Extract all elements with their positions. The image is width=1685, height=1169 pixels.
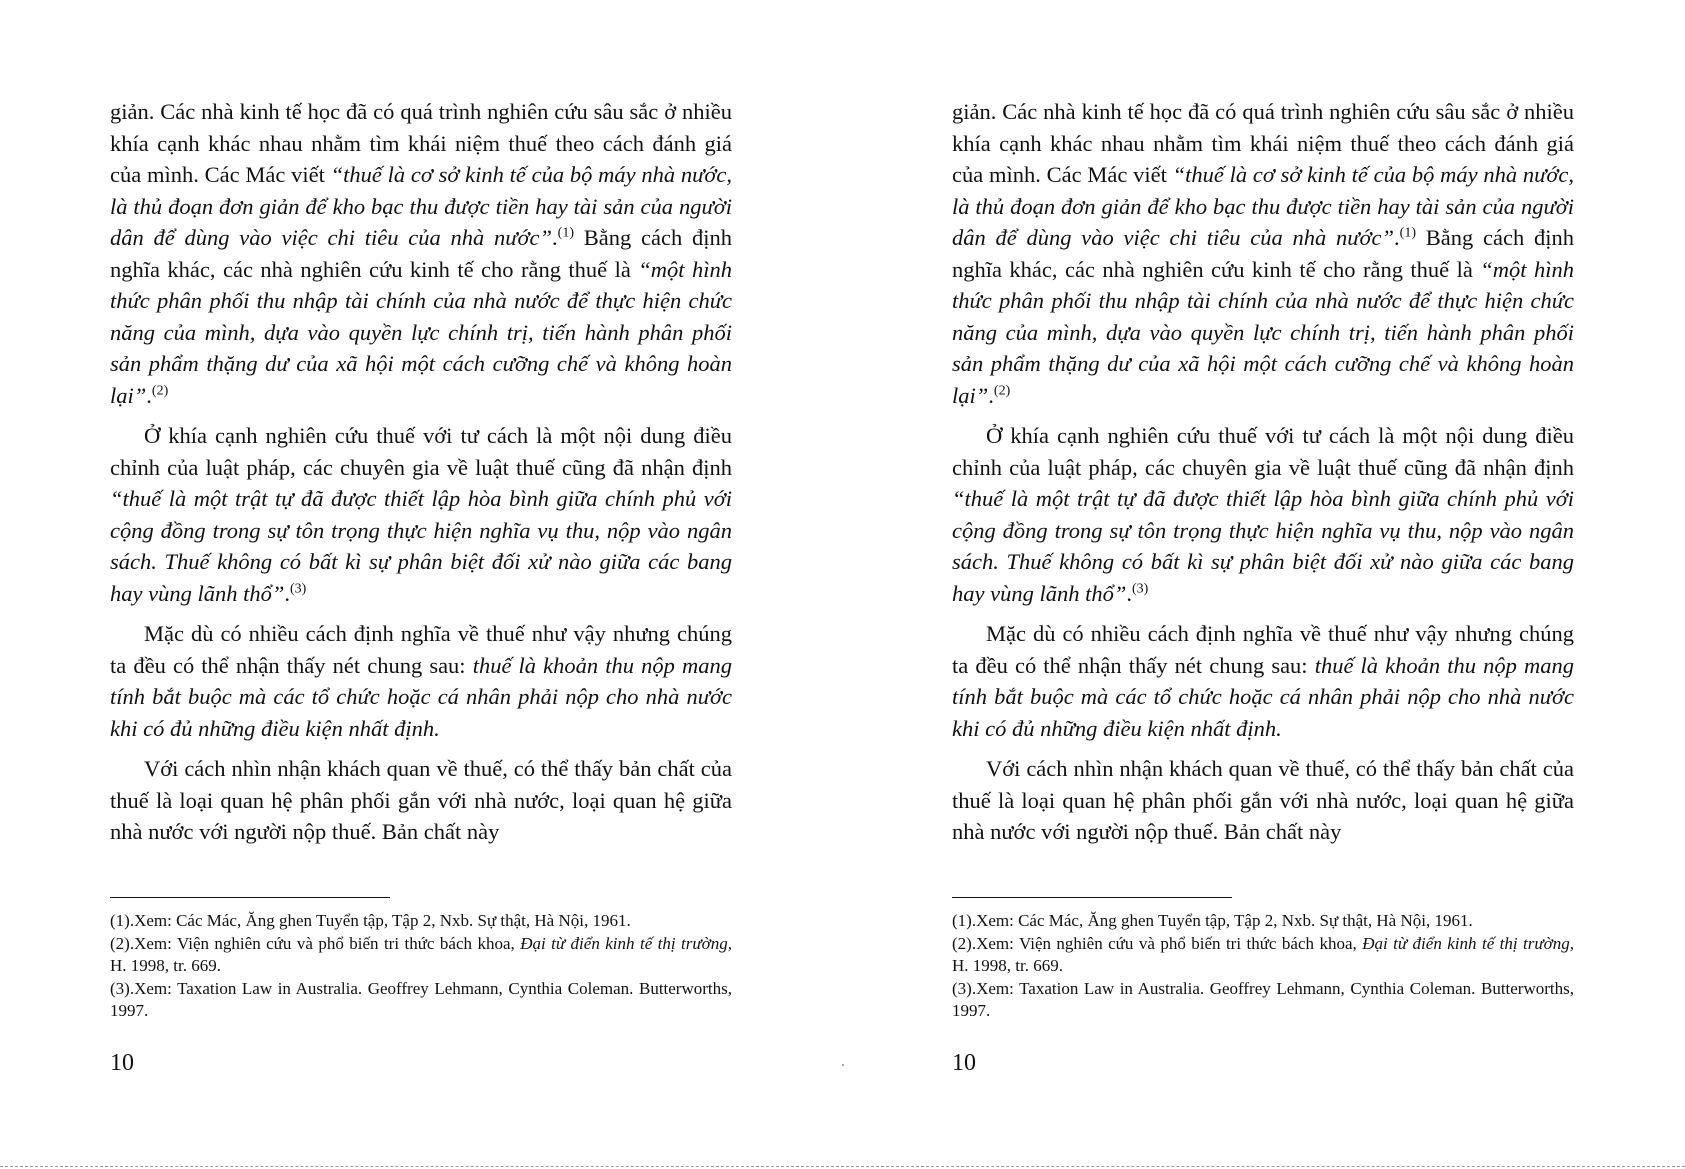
footnote (110, 933, 732, 978)
text-run: H. 1998, tr. 669. (952, 956, 1063, 975)
paragraph (110, 96, 732, 411)
footnote (952, 978, 1574, 1023)
text-run: (1).Xem: Các Mác, Ăng ghen Tuyển tập, Tập 2, Nxb. Sự thật, Hà Nội, 1961. (110, 911, 631, 930)
text-run: Ở khía cạnh nghiên cứu thuế với tư cách là một nội dung điều chỉnh của luật pháp, các chuyên gia về luật thuế cũng đã nhận định (952, 423, 1574, 480)
text-run: Bằng cách định nghĩa khác, các nhà nghiên cứu kinh tế cho rằng thuế là (952, 225, 1574, 282)
italic-text: “thuế là một trật tự đã được thiết lập hòa bình giữa chính phủ với cộng đồng trong sự tôn trọng thực hiện nghĩa vụ thu, nộp vào ngân sách. Thuế không có bất kì sự phân biệt đối xử nào giữa các bang hay vùng lãnh thổ” (110, 486, 732, 606)
footnote-ref: (2) (151, 383, 169, 398)
right-page (842, 0, 1684, 1169)
paragraph (952, 420, 1574, 609)
italic-text: “một hình thức phân phối thu nhập tài chính của nhà nước để thực hiện chức năng của mình, dựa vào quyền lực chính trị, tiến hành phân phối sản phẩm thặng dư của xã hội một cách cưỡng chế và không hoàn lại” (110, 256, 732, 408)
text-run: Ở khía cạnh nghiên cứu thuế với tư cách là một nội dung điều chỉnh của luật pháp, các chuyên gia về luật thuế cũng đã nhận định (110, 423, 732, 480)
italic-text: “thuế là cơ sở kinh tế của bộ máy nhà nước, là thủ đoạn đơn giản để kho bạc thu được tiền hay tài sản của người dân để dùng vào việc chi tiêu của nhà nước” (952, 162, 1574, 250)
paragraph (110, 420, 732, 609)
text-run: . (552, 225, 558, 250)
text-run: giản. Các nhà kinh tế học đã có quá trình nghiên cứu sâu sắc ở nhiều khía cạnh khác nhau nhằm tìm khái niệm thuế theo cách đánh giá của mình. Các Mác viết (110, 99, 732, 187)
text-run: . (1126, 580, 1132, 606)
body-text (110, 96, 732, 857)
footnote-divider (110, 897, 390, 898)
footnote-ref: (1) (1399, 225, 1416, 241)
text-run: Mặc dù có nhiều cách định nghĩa về thuế như vậy nhưng chúng ta đều có thể nhận thấy nét chung sau: (952, 621, 1574, 678)
footnote-ref: (2) (993, 383, 1011, 398)
footnotes (110, 910, 732, 1023)
footnote-ref: (3) (1132, 581, 1149, 596)
footnote-ref: (3) (290, 581, 307, 596)
italic-text: Đại từ điển kinh tế thị trường, (520, 933, 732, 953)
text-run: (2).Xem: Viện nghiên cứu và phổ biến tri thức bách khoa, (110, 933, 521, 953)
text-run: H. 1998, tr. 669. (110, 956, 221, 975)
footnote-ref: (1) (557, 225, 574, 241)
paragraph (952, 96, 1574, 411)
body-text (952, 96, 1574, 857)
footnote-divider (952, 897, 1232, 898)
text-run: Mặc dù có nhiều cách định nghĩa về thuế như vậy nhưng chúng ta đều có thể nhận thấy nét chung sau: (110, 621, 732, 678)
italic-text: Đại từ điển kinh tế thị trường, (1362, 933, 1574, 953)
italic-text: thuế là khoản thu nộp mang tính bắt buộc mà các tổ chức hoặc cá nhân phải nộp cho nhà nước khi có đủ những điều kiện nhất định. (110, 652, 732, 741)
italic-text: “thuế là cơ sở kinh tế của bộ máy nhà nước, là thủ đoạn đơn giản để kho bạc thu được tiền hay tài sản của người dân để dùng vào việc chi tiêu của nhà nước” (110, 162, 732, 250)
scan-edge-line (0, 1166, 1685, 1167)
text-run: Bằng cách định nghĩa khác, các nhà nghiên cứu kinh tế cho rằng thuế là (110, 225, 732, 282)
paragraph (952, 753, 1574, 848)
footnote (110, 978, 732, 1023)
italic-text: “thuế là một trật tự đã được thiết lập hòa bình giữa chính phủ với cộng đồng trong sự tôn trọng thực hiện nghĩa vụ thu, nộp vào ngân sách. Thuế không có bất kì sự phân biệt đối xử nào giữa các bang hay vùng lãnh thổ” (952, 486, 1574, 606)
italic-text: thuế là khoản thu nộp mang tính bắt buộc mà các tổ chức hoặc cá nhân phải nộp cho nhà nước khi có đủ những điều kiện nhất định. (952, 652, 1574, 741)
text-run: (1).Xem: Các Mác, Ăng ghen Tuyển tập, Tập 2, Nxb. Sự thật, Hà Nội, 1961. (952, 911, 1473, 930)
text-run: (3).Xem: Taxation Law in Australia. Geoffrey Lehmann, Cynthia Coleman. Butterworths, 1997. (952, 978, 1574, 1020)
text-run: (3).Xem: Taxation Law in Australia. Geoffrey Lehmann, Cynthia Coleman. Butterworths, 1997. (110, 978, 732, 1020)
text-run: giản. Các nhà kinh tế học đã có quá trình nghiên cứu sâu sắc ở nhiều khía cạnh khác nhau nhằm tìm khái niệm thuế theo cách đánh giá của mình. Các Mác viết (952, 99, 1574, 187)
text-run: Với cách nhìn nhận khách quan về thuế, có thể thấy bản chất của thuế là loại quan hệ phân phối gắn với nhà nước, loại quan hệ giữa nhà nước với người nộp thuế. Bản chất này (952, 756, 1574, 844)
page-number: 10 (952, 1050, 976, 1076)
left-page (0, 0, 842, 1169)
footnotes (952, 910, 1574, 1023)
footnote (952, 933, 1574, 978)
footnote (952, 910, 1574, 933)
text-run: . (1394, 225, 1400, 250)
text-run: . (988, 382, 994, 408)
paragraph (952, 618, 1574, 744)
text-run: . (146, 382, 152, 408)
spine-mark (842, 1064, 844, 1066)
text-run: . (284, 580, 290, 606)
footnote (110, 910, 732, 933)
italic-text: “một hình thức phân phối thu nhập tài chính của nhà nước để thực hiện chức năng của mình, dựa vào quyền lực chính trị, tiến hành phân phối sản phẩm thặng dư của xã hội một cách cưỡng chế và không hoàn lại” (952, 256, 1574, 408)
paragraph (110, 618, 732, 744)
page-number: 10 (110, 1050, 134, 1076)
text-run: Với cách nhìn nhận khách quan về thuế, có thể thấy bản chất của thuế là loại quan hệ phân phối gắn với nhà nước, loại quan hệ giữa nhà nước với người nộp thuế. Bản chất này (110, 756, 732, 844)
text-run: (2).Xem: Viện nghiên cứu và phổ biến tri thức bách khoa, (952, 933, 1363, 953)
paragraph (110, 753, 732, 848)
